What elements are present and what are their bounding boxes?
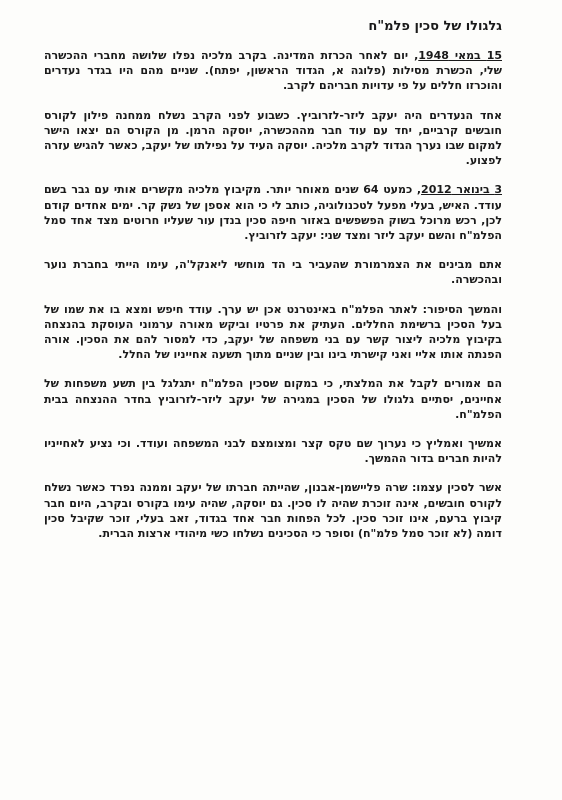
date-lead-1: 15 במאי 1948 — [418, 49, 502, 62]
paragraph-6 — [44, 376, 502, 422]
paragraph-7-text: אמשיך ואמליץ כי נערוך שם טקס קצר ומצומצם לבני המשפחה ועודד. וכי נציע לאחייניו להיות חברים בדור ההמשך. — [44, 437, 502, 466]
paragraph-6-text: הם אמורים לקבל את המלצתי, כי במקום שסכין הפלמ"ח יתגלגל בין תשע משפחות של אחיינים, יסתיים גלגולו של הסכין במגירה של יעקב ליזר-לזרוביץ בחדר ההנצחה בבית הפלמ"ח. — [44, 377, 502, 421]
paragraph-4-text: אתם מבינים את הצמרמורת שהעביר בי הד מוחשי ליאנקל'ה, עימו הייתי בחברת נוער ובהכשרה. — [44, 258, 502, 287]
paragraph-5 — [44, 302, 502, 363]
date-lead-3: 3 בינואר 2012 — [421, 183, 502, 197]
paragraph-1 — [44, 48, 502, 94]
paragraph-3 — [44, 182, 502, 243]
paragraph-8-text: אשר לסכין עצמו: שרה פליישמן-אבנון, שהייתה חברתו של יעקב וממנה נפרד כאשר נשלח לקורס חובשים, אינה זוכרת שהיה לו סכין. גם יוסקה, שהיה עימו בקורס ובקרב, היום חבר קיבוץ ברעם, אינו זוכר סכין. לכל הפחות חבר אחד בגדוד, זאב בעלי, זוכר שקיבל סכין דומה (לא זוכר סמל פלמ"ח) וסופר כי הסכינים נשלחו כשי מיהודי ארצות הברית. — [44, 481, 502, 541]
paragraph-3-text: , כמעט 64 שנים מאוחר יותר. מקיבוץ מלכיה מקשרים אותי עם גבר בשם עודד. האיש, בעלי מפעל לטכנולוגיה, כותב לי כי הוא אספן של נשק קר. ימים אחדים קודם לכן, רכש מרוכל בשוק הפשפשים באזור חיפה סכין בנדן עור שעליו חרוטים מצד אחד סמל הפלמ"ח והשם יעקב ליזר ומצד שני: יעקב לזרוביץ. — [44, 183, 502, 243]
paragraph-4 — [44, 257, 502, 287]
document-title: גלגולו של סכין פלמ"ח — [368, 19, 502, 34]
paragraph-5-text: והמשך הסיפור: לאתר הפלמ"ח באינטרנט אכן יש ערך. עודד חיפש ומצא בו את שמו של בעל הסכין ברשימת החללים. העתיק את פרטיו וביקש מאורה ערמוני העוסקת בהנצחה בקיבוץ מלכיה ליצור קשר עם בני משפחה של יעקב, כדי למסור להם את הסכין. אורה הפנתה אותו אליי ואני קישרתי בינו ובין שניים מתוך תשעה אחייניו של החלל. — [44, 302, 502, 362]
paragraph-2-text: אחד הנעדרים היה יעקב ליזר-לזרוביץ. כשבוע לפני הקרב נשלח ממחנה פילון לקורס חובשים קרביים, יחד עם עוד חבר מההכשרה, יוסקה הרמן. מן הקורס הם יצאו הישר למקום שבו נערך הגדוד לקרב מלכיה. יוסקה העיד על נפילתו של יעקב, כאשר להגיש עזרה לפצוע. — [44, 108, 502, 168]
paragraph-8 — [44, 480, 502, 541]
paragraph-2 — [44, 108, 502, 169]
paragraph-1-text: , יום לאחר הכרזת המדינה. בקרב מלכיה נפלו שלושה מחברי ההכשרה שלי, הכשרת מסילות (פלוגה א, הגדוד הראשון, יפתח). שניים מהם היו בגדר נעדרים והוכרזו חללים על פי עדויות חבריהם לקרב. — [44, 49, 502, 93]
paragraph-7 — [44, 436, 502, 466]
